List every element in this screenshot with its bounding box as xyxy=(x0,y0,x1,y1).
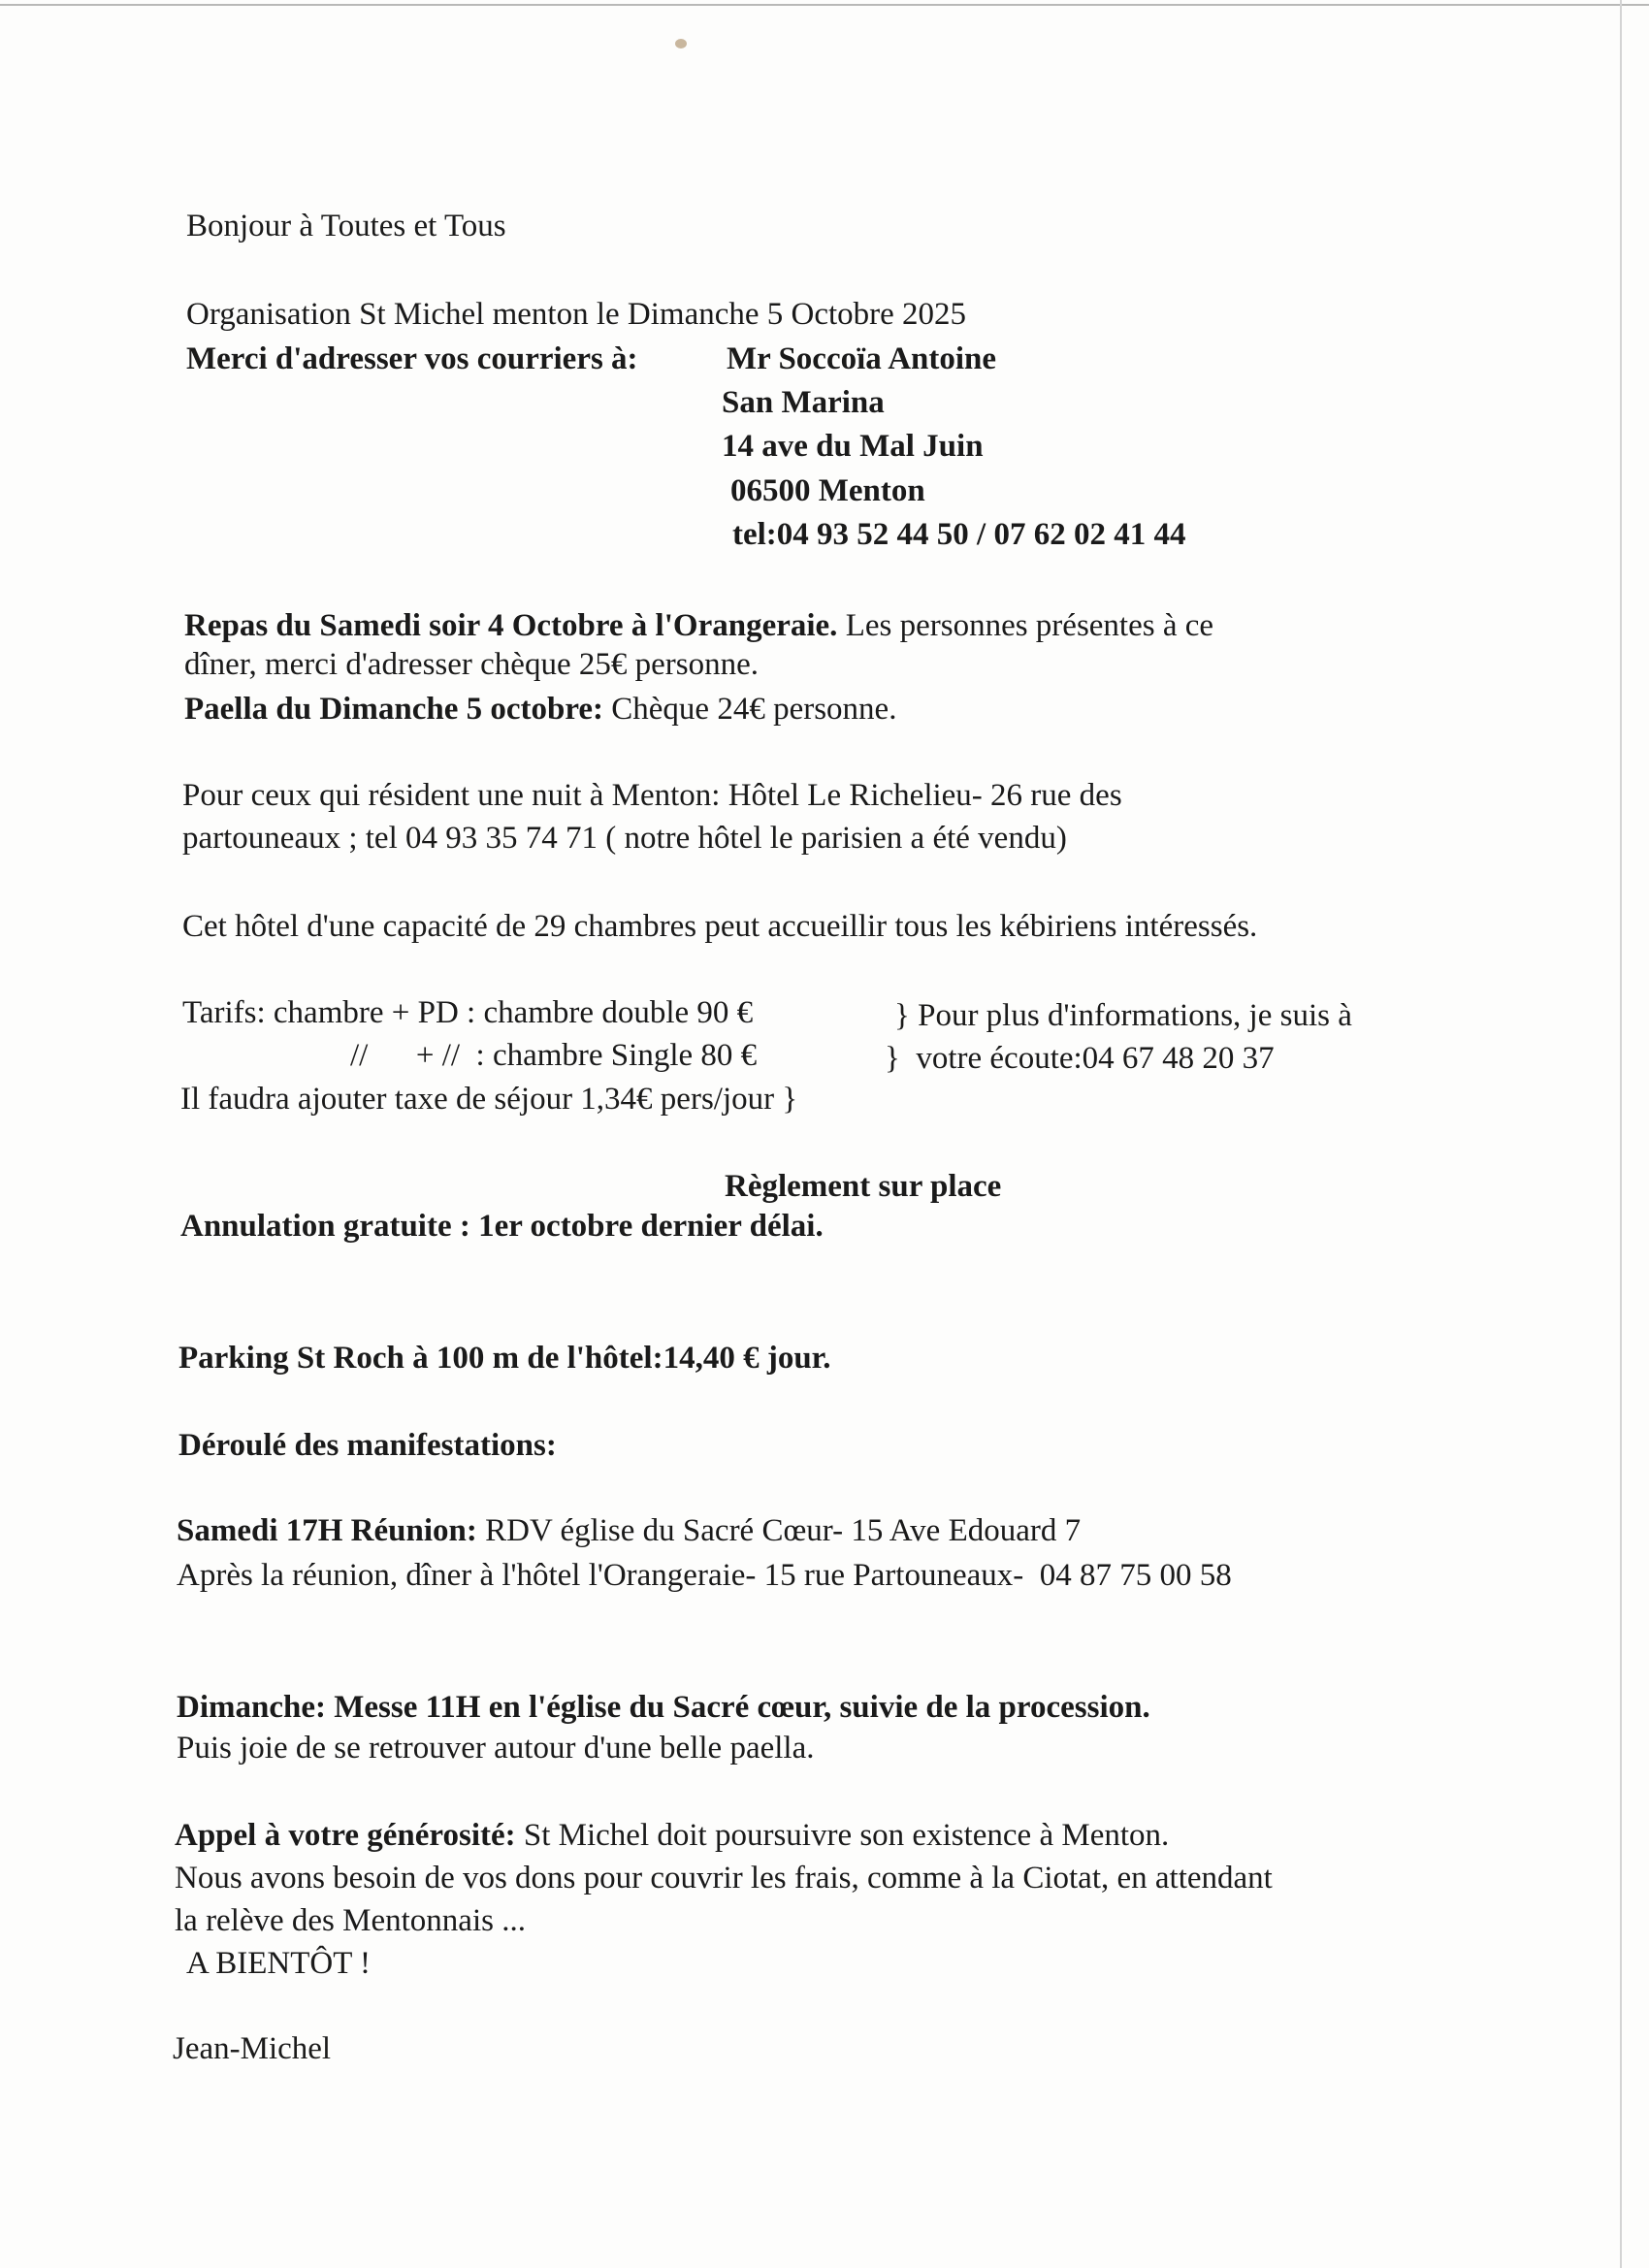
appel-line xyxy=(175,1816,1169,1855)
tarifs-line1-right: } Pour plus d'informations, je suis à xyxy=(894,998,1352,1033)
saturday-dinner-text: Les personnes présentes à ce xyxy=(837,608,1214,643)
scan-edge-right xyxy=(1620,0,1622,2268)
address-name: Mr Soccoïa Antoine xyxy=(727,341,997,376)
samedi-text: RDV église du Sacré Cœur- 15 Ave Edouard 7 xyxy=(476,1513,1082,1548)
hotel-line1: Pour ceux qui résident une nuit à Menton: Hôtel Le Richelieu- 26 rue des xyxy=(182,778,1122,813)
dimanche-title: Dimanche: Messe 11H en l'église du Sacré cœur, suivie de la procession. xyxy=(177,1690,1150,1725)
sunday-paella-title: Paella du Dimanche 5 octobre: xyxy=(184,692,604,727)
samedi-line2: Après la réunion, dîner à l'hôtel l'Orangeraie- 15 rue Partouneaux- 04 87 75 00 58 xyxy=(177,1558,1232,1593)
tarifs-line1-left: Tarifs: chambre + PD : chambre double 90 € xyxy=(182,995,754,1030)
address-residence: San Marina xyxy=(722,385,885,420)
samedi-line xyxy=(177,1511,1081,1550)
greeting: Bonjour à Toutes et Tous xyxy=(186,209,506,243)
sunday-paella-line xyxy=(184,690,896,729)
hotel-line2: partouneaux ; tel 04 93 35 74 71 ( notre hôtel le parisien a été vendu) xyxy=(182,821,1067,856)
saturday-dinner-line xyxy=(184,606,1213,645)
samedi-title: Samedi 17H Réunion: xyxy=(177,1513,477,1548)
address-city: 06500 Menton xyxy=(730,473,925,508)
tarifs-line2-left: // + // : chambre Single 80 € xyxy=(350,1038,758,1073)
tarifs-line2-right: } votre écoute:04 67 48 20 37 xyxy=(885,1041,1275,1076)
signature: Jean-Michel xyxy=(173,2031,332,2066)
paper-speck xyxy=(675,39,687,49)
hotel-capacity: Cet hôtel d'une capacité de 29 chambres peut accueillir tous les kébiriens intéressés. xyxy=(182,909,1258,944)
tarifs-line3: Il faudra ajouter taxe de séjour 1,34€ pers/jour } xyxy=(180,1082,798,1117)
appel-line2: Nous avons besoin de vos dons pour couvrir les frais, comme à la Ciotat, en attendant xyxy=(175,1861,1273,1895)
organisation-line: Organisation St Michel menton le Dimanche 5 Octobre 2025 xyxy=(186,297,967,332)
scan-edge-top xyxy=(0,4,1649,6)
appel-title: Appel à votre générosité: xyxy=(175,1818,516,1853)
saturday-dinner-line2: dîner, merci d'adresser chèque 25€ personne. xyxy=(184,647,759,682)
reglement-line: Règlement sur place xyxy=(725,1169,1002,1204)
annulation-line: Annulation gratuite : 1er octobre dernier délai. xyxy=(180,1209,824,1244)
deroule-title: Déroulé des manifestations: xyxy=(178,1428,557,1463)
parking-line: Parking St Roch à 100 m de l'hôtel:14,40 € jour. xyxy=(178,1341,831,1376)
address-street: 14 ave du Mal Juin xyxy=(722,429,984,464)
dimanche-line2: Puis joie de se retrouver autour d'une belle paella. xyxy=(177,1731,815,1766)
appel-line4: A BIENTÔT ! xyxy=(186,1946,372,1981)
sunday-paella-text: Chèque 24€ personne. xyxy=(603,692,897,727)
saturday-dinner-title: Repas du Samedi soir 4 Octobre à l'Orangeraie. xyxy=(184,608,838,643)
appel-text: St Michel doit poursuivre son existence à Menton. xyxy=(515,1818,1170,1853)
appel-line3: la relève des Mentonnais ... xyxy=(175,1903,526,1938)
address-label: Merci d'adresser vos courriers à: xyxy=(186,341,638,376)
address-phone: tel:04 93 52 44 50 / 07 62 02 41 44 xyxy=(732,517,1186,552)
